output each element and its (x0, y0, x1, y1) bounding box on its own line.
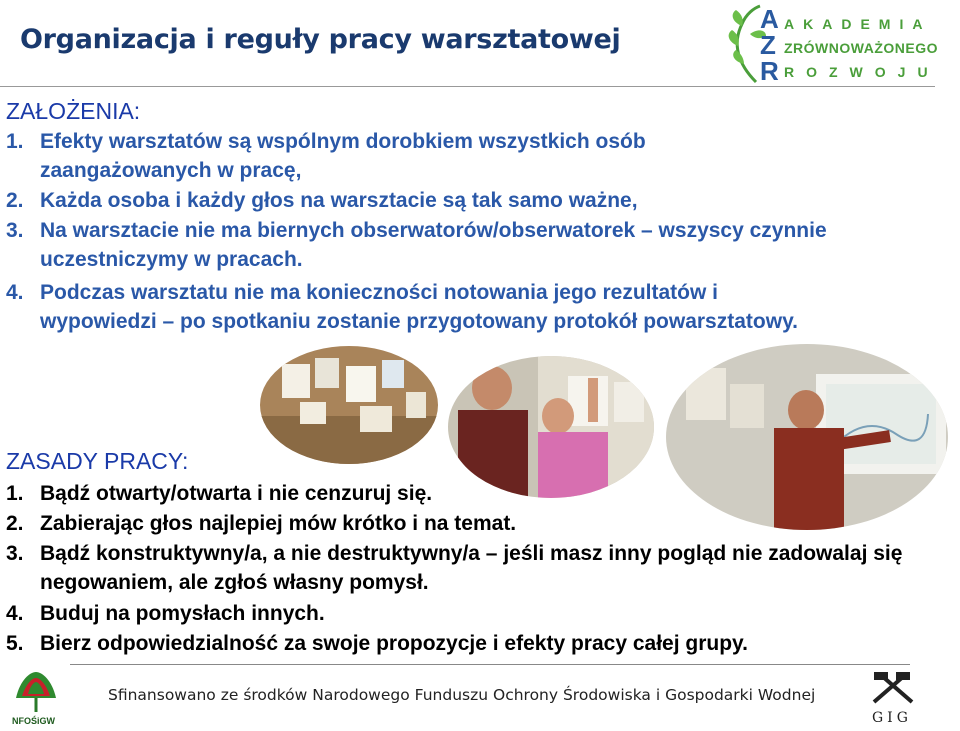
logo-line-1: AKADEMIA (784, 16, 932, 32)
nfosigw-logo (10, 668, 62, 730)
assumptions-heading: ZAŁOŻENIA: (6, 98, 141, 124)
page-title: Organizacja i reguły pracy warsztatowej (20, 24, 621, 55)
photo-participants (448, 356, 654, 498)
assumption-item: 1. Efekty warsztatów są wspólnym dorobkiem wszystkich osób zaangażowanych w pracę, (6, 130, 646, 182)
assumption-item: 4. Podczas warsztatu nie ma konieczności notowania jego rezultatów i wypowiedzi – po spotkaniu zostanie przygotowany protokół powarsztatowy. (6, 281, 799, 333)
rule-item: 4. Buduj na pomysłach innych. (6, 602, 325, 625)
footer-divider (70, 664, 910, 665)
rule-item: 5. Bierz odpowiedzialność za swoje propozycje i efekty pracy całej grupy. (6, 632, 748, 655)
rule-item: 2. Zabierając głos najlepiej mów krótko i na temat. (6, 512, 517, 535)
logo-letter-z: Z (760, 30, 776, 60)
rule-item: 3. Bądź konstruktywny/a, a nie destruktywny/a – jeśli masz inny pogląd nie zadowalaj się negowaniem, ale zgłoś własny pomysł. (6, 542, 903, 594)
rule-item: 1. Bądź otwarty/otwarta i nie cenzuruj się. (6, 482, 433, 505)
rules-heading: ZASADY PRACY: (6, 448, 189, 474)
akademia-logo (728, 2, 938, 88)
footer-text: Sfinansowano ze środków Narodowego Funduszu Ochrony Środowiska i Gospodarki Wodnej (108, 686, 816, 704)
nfosigw-label: NFOŚiGW (12, 716, 55, 726)
gig-label: GIG (872, 710, 912, 726)
logo-letter-a: A (760, 4, 779, 34)
assumption-item: 2. Każda osoba i każdy głos na warsztacie są tak samo ważne, (6, 189, 638, 212)
logo-line-3: ROZWOJU (784, 64, 940, 80)
logo-line-2: ZRÓWNOWAŻONEGO (784, 40, 938, 56)
tree-icon (10, 668, 62, 716)
assumption-item: 3. Na warsztacie nie ma biernych obserwatorów/obserwatorek – wszyscy czynnie uczestniczymy w pracach. (6, 219, 827, 271)
logo-letter-r: R (760, 56, 779, 86)
hammer-pick-icon (868, 672, 918, 708)
photo-wall-notes (260, 346, 438, 464)
gig-logo (868, 672, 918, 728)
